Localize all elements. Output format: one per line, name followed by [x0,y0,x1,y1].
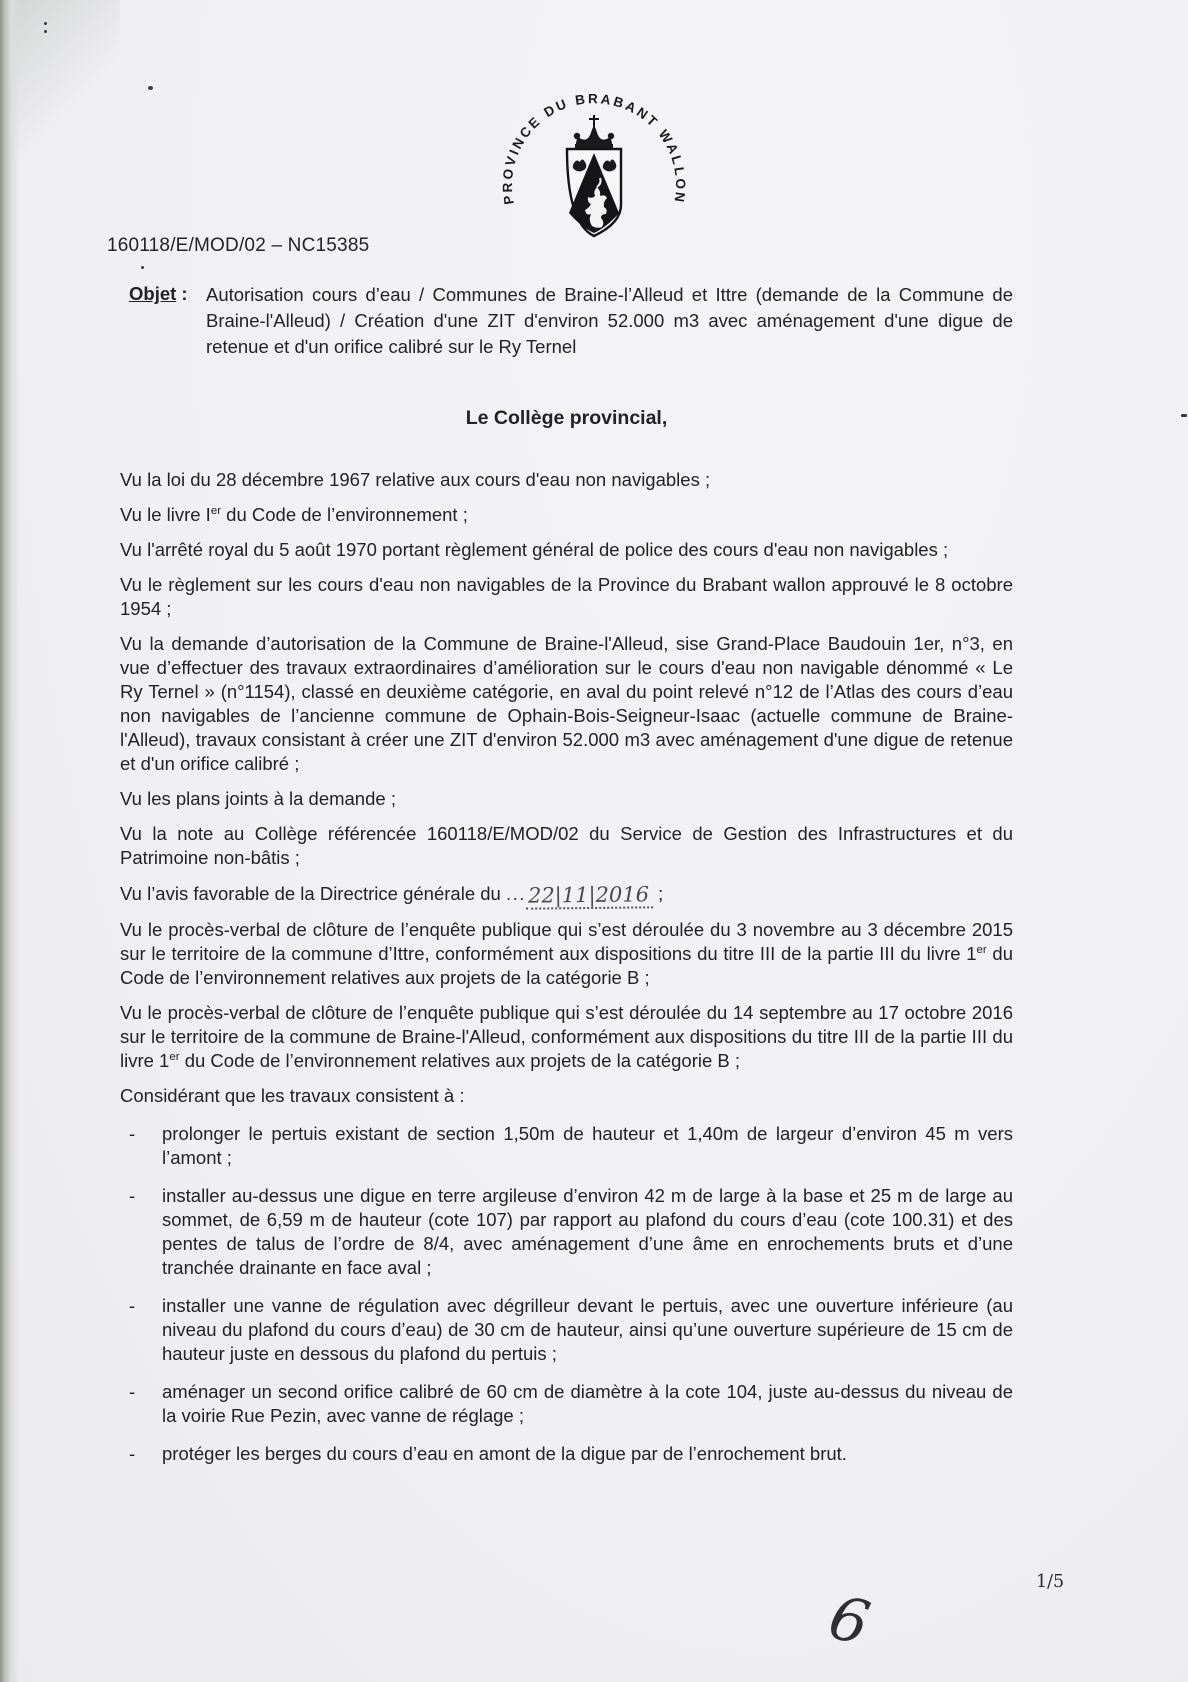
crown-icon [574,115,614,149]
considerant-intro: Considérant que les travaux consistent à : [120,1085,465,1106]
document-title: Le Collège provincial, [465,407,668,429]
recital-paragraph: Vu le livre Ier du Code de l’environnement ; [120,504,468,525]
scan-speck [148,86,153,90]
scan-speck [44,30,47,33]
page-number: 1/5 [1036,1572,1065,1592]
subject-text: Autorisation cours d’eau / Communes de Braine-l’Alleud et Ittre (demande de la Commune de Braine-l'Alleud) / Création d'une ZIT d'environ 52.000 m3 avec aménagement d'une digue de retenue et d'un orifice calibré sur le Ry Ternel [206,284,1013,357]
recitals [120,468,1013,1108]
scan-speck [141,266,144,269]
subject-block [120,282,1013,360]
dash-bullet: - [129,1381,136,1402]
list-item: - installer au-dessus une digue en terre argileuse d’environ 42 m de large à la base et 25 m de large au sommet, de 6,59 m de hauteur (cote 107) par rapport au plafond du cours d’eau (cote 100.31) et des pentes de talus de l’ordre de 8/4, avec aménagement d’une âme en enrochements bruts et d’une tranchée drainante en face aval ; [120,1184,1013,1280]
recital-paragraph: Vu le procès-verbal de clôture de l’enquête publique qui s’est déroulée du 3 novembre au 3 décembre 2015 sur le territoire de la commune d’Ittre, conformément aux dispositions du titre III de la partie III du livre 1er du Code de l’environnement relatives aux projets de la catégorie B ; [120,919,1014,988]
handwritten-date: 22|11|2016 [526,882,653,909]
list-item: - protéger les berges du cours d’eau en amont de la digue par de l’enrochement brut. [120,1442,1013,1466]
shield-icon [567,149,621,236]
province-coat-of-arms-icon [488,86,700,258]
recital-paragraph: Vu la demande d’autorisation de la Commune de Braine-l'Alleud, sise Grand-Place Baudouin 1er, n°3, en vue d’effectuer des travaux extraordinaires d’amélioration sur le cours d'eau non navigable dénommé « Le Ry Ternel » (n°1154), classé en deuxième catégorie, en aval du point relevé n°12 de l’Atlas des cours d’eau non navigables de l’ancienne commune de Ophain-Bois-Seigneur-Isaac (actuelle commune de Braine-l'Alleud), travaux consistant à créer une ZIT d'environ 52.000 m3 avec aménagement d'une digue de retenue et d'un orifice calibré ; [120,633,1013,774]
works-list [120,1122,1013,1466]
dash-bullet: - [129,1185,136,1206]
dash-bullet: - [129,1295,136,1316]
reference-number: 160118/E/MOD/02 – NC15385 [107,235,370,256]
recital-paragraph: Vu la note au Collège référencée 160118/E/MOD/02 du Service de Gestion des Infrastructures et du Patrimoine non-bâtis ; [120,823,1013,868]
scan-speck [1181,414,1187,417]
list-item: - installer une vanne de régulation avec dégrilleur devant le pertuis, avec une ouverture inférieure (au niveau du plafond du cours d’eau) de 30 cm de hauteur, ainsi qu’une ouverture supérieure de 15 cm de hauteur juste en dessous du plafond du pertuis ; [120,1294,1013,1366]
dotted-leader: ... [505,883,526,904]
coat-of-arms-arc-text: PROVINCE DU BRABANT WALLON [499,91,689,206]
list-item: - aménager un second orifice calibré de 60 cm de diamètre à la cote 104, juste au-dessus du niveau de la voirie Rue Pezin, avec vanne de réglage ; [120,1380,1013,1428]
recital-paragraph: Vu le règlement sur les cours d'eau non navigables de la Province du Brabant wallon approuvé le 8 octobre 1954 ; [120,574,1013,619]
scan-speck [44,22,47,25]
recital-paragraph: Vu la loi du 28 décembre 1967 relative aux cours d'eau non navigables ; [120,469,711,490]
recital-paragraph: Vu l’avis favorable de la Directrice générale du ...22|11|2016 ; [120,881,1013,907]
recital-paragraph: Vu l'arrêté royal du 5 août 1970 portant règlement général de police des cours d'eau non navigables ; [120,539,949,560]
recital-paragraph: Vu les plans joints à la demande ; [120,788,396,809]
recital-paragraph: Vu le procès-verbal de clôture de l’enquête publique qui s’est déroulée du 14 septembre au 17 octobre 2016 sur le territoire de la commune de Braine-l'Alleud, conformément aux dispositions du titre III de la partie III du livre 1er du Code de l’environnement relatives aux projets de la catégorie B ; [120,1002,1013,1071]
handwritten-page-mark: 6 [822,1582,877,1660]
subject-label: Objet : [129,283,188,304]
dash-bullet: - [129,1123,136,1144]
dash-bullet: - [129,1443,136,1464]
list-item: - prolonger le pertuis existant de section 1,50m de hauteur et 1,40m de largeur d’environ 45 m vers l’amont ; [120,1122,1013,1170]
